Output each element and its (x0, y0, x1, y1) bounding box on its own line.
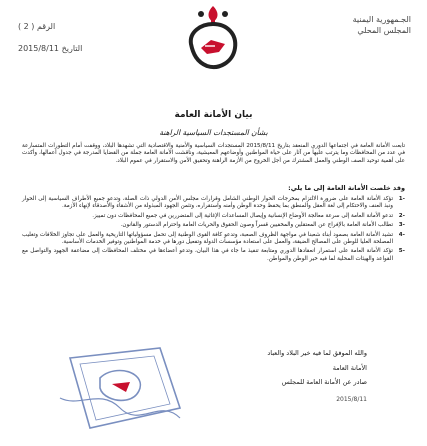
points-lead: وقد خلصت الأمانة العامة إلى ما يلي: (288, 184, 405, 192)
closing-date: 2015/8/11 (336, 396, 367, 403)
header-left (18, 16, 138, 60)
list-item (22, 248, 405, 263)
closing-issuer: صادر عن الأمانة العامة للمجلس (281, 378, 367, 386)
item-number: -5 (398, 248, 405, 255)
list-item (22, 222, 405, 229)
item-text: تدعو الأمانة العامة إلى سرعة معالجة الأوضاع الإنسانية وإيصال المساعدات الإغاثية إلى المتضررين في جميع المحافظات دون تمييز. (92, 212, 393, 219)
item-number: -3 (398, 222, 405, 229)
points-list (22, 196, 405, 265)
document-subtitle: بشأن المستجدات السياسية الراهنة (159, 128, 268, 137)
header-council: المجلس المحلي (357, 26, 411, 35)
item-number: -4 (398, 231, 405, 238)
item-number: -2 (398, 212, 405, 219)
closing-signatory: الأمانة العامة (332, 364, 367, 372)
header-right (291, 14, 411, 36)
closing-line: والله الموفق لما فيه خير البلاد والعباد (267, 349, 367, 357)
header-country: الجـمهورية اليمنية (352, 15, 411, 24)
item-text: تؤكد الأمانة العامة على ضرورة الالتزام بمخرجات الحوار الوطني الشامل وقرارات مجلس الأمن الدولي ذات الصلة، وتدعو جميع الأطراف السياسية إلى الحوار ونبذ العنف والاحتكام إلى لغة العقل والمنطق بما يحفظ وحدة الوطن وأمنه واستقراره، وتثمن الجهود المبذولة من الأشقاء والأصدقاء لإنهاء الأزمة. (22, 196, 393, 210)
item-text: تؤكد الأمانة العامة على استمرار انعقادها الدوري ومتابعة تنفيذ ما جاء في هذا البيان، وتدعو أعضاءها في مختلف المحافظات إلى مضاعفة الجهود والتواصل مع القواعد والهيئات المحلية لما فيه خير الوطن والمواطن. (22, 248, 393, 262)
item-number: -1 (398, 196, 405, 202)
stamp-seal (40, 338, 190, 438)
document-title: بيان الأمانة العامة (174, 110, 253, 120)
item-text: تطالب الأمانة العامة بالإفراج عن المعتقلين والمخفيين قسراً وصون الحقوق والحريات العامة واحترام الدستور والقانون. (120, 222, 393, 229)
document-number: الرقم ( 2 ) (18, 22, 56, 31)
intro-paragraph: تابعت الأمانة العامة في اجتماعها الدوري المنعقد بتاريخ 2015/8/11 المستجدات السياسية والأمنية والاقتصادية التي تشهدها البلاد، ووقفت أمام التطورات المتسارعة في عدد من المحافظات وما يترتب عليها من آثار على حياة المواطنين وأوضاعهم المعيشية، وناقشت الأمانة العامة جملة من القضايا المدرجة في جدول أعمالها، وأكدت على أهمية توحيد الصف الوطني والعمل المشترك من أجل الخروج من الأزمة الراهنة وتحقيق الأمن والاستقرار في عموم البلاد. (22, 143, 406, 164)
list-item (22, 232, 405, 247)
document-date: التاريخ 2015/8/11 (18, 44, 83, 53)
list-item (22, 196, 405, 211)
item-text: تشيد الأمانة العامة بصمود أبناء شعبنا في مواجهة الظروف الصعبة، وتدعو كافة القوى الوطنية إلى تحمل مسؤولياتها التاريخية والعمل على تجاوز الخلافات وتغليب المصلحة العليا للوطن على المصالح الضيقة، والعمل على استعادة مؤسسات الدولة وتفعيل دورها في خدمة المواطنين وتوفير الخدمات الأساسية. (22, 231, 393, 246)
organization-logo (181, 4, 245, 78)
list-item (22, 213, 405, 220)
